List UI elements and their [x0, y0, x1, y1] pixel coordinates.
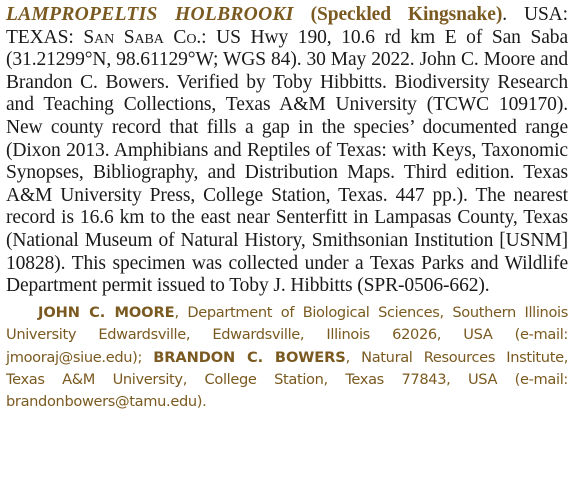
author-block	[6, 302, 568, 414]
species-name: LAMPROPELTIS HOLBROOKI	[6, 4, 294, 25]
author-name-2: BRANDON C. BOWERS	[153, 348, 346, 366]
locality-country-state: . USA: TEXAS:	[6, 4, 568, 48]
author-affiliation-2: , Natural Resources Institute, Texas A&M University, College Station, Texas 77843, USA (e-mail: brandonbowers@tamu.edu).	[6, 348, 568, 411]
common-name: (Speckled Kingsnake)	[310, 4, 503, 25]
record-body-text: : US Hwy 190, 10.6 rd km E of San Saba (31.21299°N, 98.61129°W; WGS 84). 30 May 2022. John C. Moore and Brandon C. Bowers. Verified by Toby Hibbitts. Biodiversity Research and Teaching Collections, Texas A&M University (TCWC 109170). New county record that fills a gap in the species’ documented range (Dixon 2013. Amphibians and Reptiles of Texas: with Keys, Taxonomic Synopses, Bibliography, and Distribution Maps. Third edition. Texas A&M University Press, College Station, Texas. 447 pp.). The nearest record is 16.6 km to the east near Senterfitt in Lampasas County, Texas (National Museum of Natural History, Smithsonian Institution [USNM] 10828). This specimen was collected under a Texas Parks and Wildlife Department permit issued to Toby J. Hibbitts (SPR-0506-662).	[6, 26, 569, 297]
record-paragraph	[6, 0, 568, 298]
locality-county: San Saba Co.	[83, 26, 202, 48]
author-affiliation-1: , Department of Biological Sciences, Southern Illinois University Edwardsville, Edwardsville, Illinois 62026, USA (e-mail: jmooraj@siue.edu);	[6, 303, 568, 366]
author-name-1: JOHN C. MOORE	[38, 303, 175, 321]
